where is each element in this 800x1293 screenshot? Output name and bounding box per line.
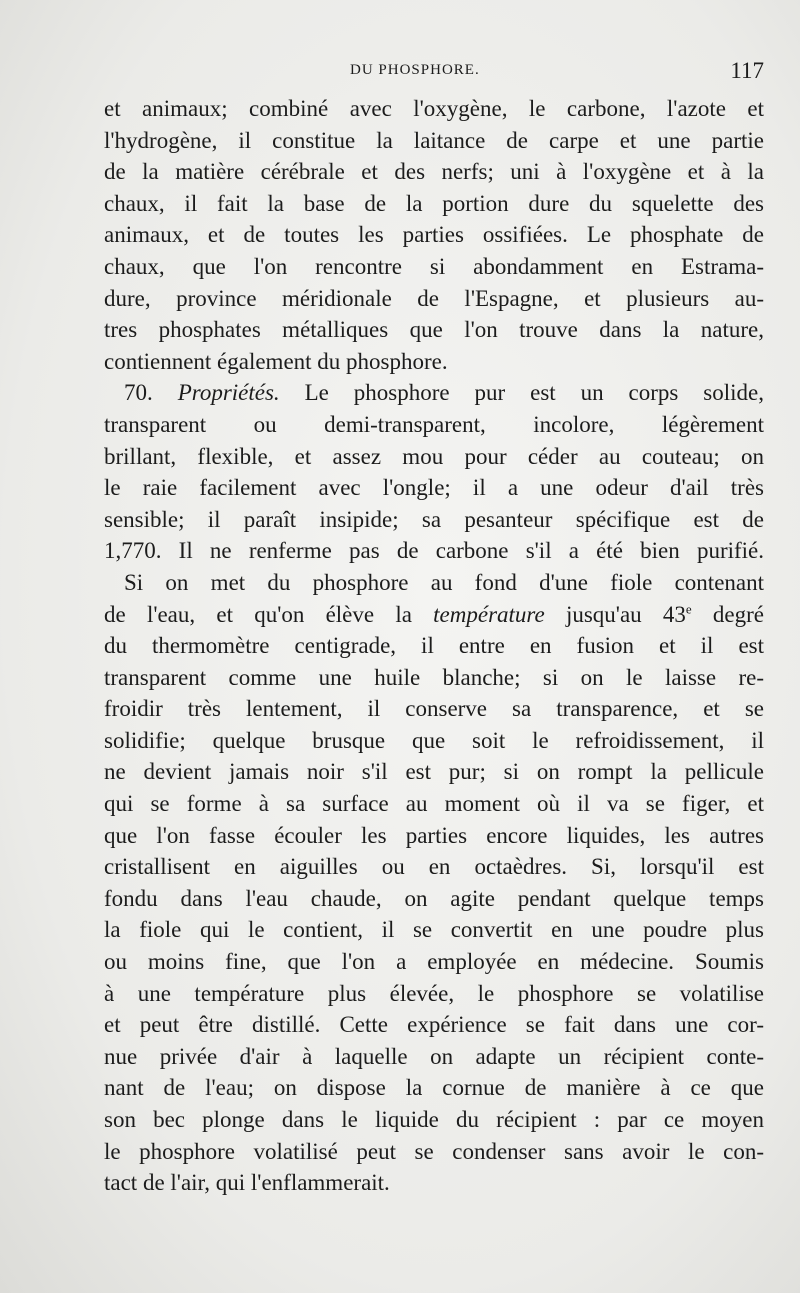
- text-fragment: jusqu'au 43: [544, 601, 686, 627]
- text-line: et peut être distillé. Cette expérience se fait dans une cor-: [104, 1012, 764, 1038]
- text-line: 1,770. Il ne renferme pas de carbone s'il a été bien purifié.: [104, 538, 764, 564]
- section-title: Propriétés.: [177, 380, 280, 406]
- text-line: nant de l'eau; on dispose la cornue de manière à ce que: [104, 1075, 764, 1101]
- text-fragment: de l'eau, et qu'on élève la: [104, 601, 434, 627]
- text-line: animaux, et de toutes les parties ossifiées. Le phosphate de: [104, 222, 764, 248]
- text-line: l'hydrogène, il constitue la laitance de carpe et une partie: [104, 127, 764, 153]
- text-line: tact de l'air, qui l'enflammerait.: [104, 1170, 390, 1196]
- text-line: qui se forme à sa surface au moment où il va se figer, et: [104, 791, 764, 817]
- section-number: 70.: [124, 380, 178, 406]
- text-line: à une température plus élevée, le phosphore se volatilise: [104, 980, 764, 1006]
- text-line: son bec plonge dans le liquide du récipient : par ce moyen: [104, 1107, 764, 1132]
- text-line: tres phosphates métalliques que l'on trouve dans la nature,: [104, 317, 764, 343]
- text-line: transparent ou demi-transparent, incolore, légèrement: [104, 411, 764, 437]
- text-line: transparent comme une huile blanche; si on le laisse re-: [104, 664, 764, 690]
- text-line: et animaux; combiné avec l'oxygène, le carbone, l'azote et: [104, 96, 764, 121]
- text-line: ne devient jamais noir s'il est pur; si on rompt la pellicule: [104, 759, 764, 785]
- text-line: brillant, flexible, et assez mou pour céder au couteau; on: [104, 443, 764, 469]
- text-line-temperature: [104, 599, 764, 631]
- text-line: que l'on fasse écouler les parties encore liquides, les autres: [104, 822, 764, 848]
- text-fragment: Le phosphore pur est un corps solide,: [279, 380, 764, 406]
- text-line: sensible; il paraît insipide; sa pesanteur spécifique est de: [104, 506, 764, 532]
- text-line: contiennent également du phosphore.: [104, 348, 448, 374]
- page-number: 117: [730, 58, 764, 83]
- text-line: dure, province méridionale de l'Espagne, et plusieurs au-: [104, 285, 764, 311]
- italic-term: température: [433, 601, 545, 627]
- text-line: fondu dans l'eau chaude, on agite pendant quelque temps: [104, 885, 764, 911]
- text-line: froidir très lentement, il conserve sa transparence, et se: [104, 696, 764, 722]
- text-fragment: degré: [691, 601, 764, 627]
- text-line: cristallisent en aiguilles ou en octaèdres. Si, lorsqu'il est: [104, 854, 764, 880]
- text-line: ou moins fine, que l'on a employée en médecine. Soumis: [104, 949, 764, 975]
- running-head: DU PHOSPHORE.: [350, 62, 480, 78]
- text-line: solidifie; quelque brusque que soit le refroidissement, il: [104, 727, 764, 753]
- text-line: de la matière cérébrale et des nerfs; uni à l'oxygène et à la: [104, 159, 764, 185]
- text-line: le phosphore volatilisé peut se condenser sans avoir le con-: [104, 1138, 764, 1164]
- text-line: la fiole qui le contient, il se convertit en une poudre plus: [104, 917, 764, 943]
- text-line: nue privée d'air à laquelle on adapte un récipient conte-: [104, 1043, 764, 1069]
- text-line-proprietes: [104, 377, 764, 409]
- text-line: chaux, que l'on rencontre si abondamment en Estrama-: [104, 253, 764, 279]
- superscript: e: [685, 600, 692, 616]
- text-line: chaux, il fait la base de la portion dure du squelette des: [104, 190, 764, 216]
- text-line: Si on met du phosphore au fond d'une fiole contenant: [124, 569, 764, 595]
- text-line: le raie facilement avec l'ongle; il a une odeur d'ail très: [104, 475, 764, 501]
- text-line: du thermomètre centigrade, il entre en fusion et il est: [104, 633, 764, 659]
- page-header: [104, 58, 764, 86]
- body-text: [104, 93, 764, 1199]
